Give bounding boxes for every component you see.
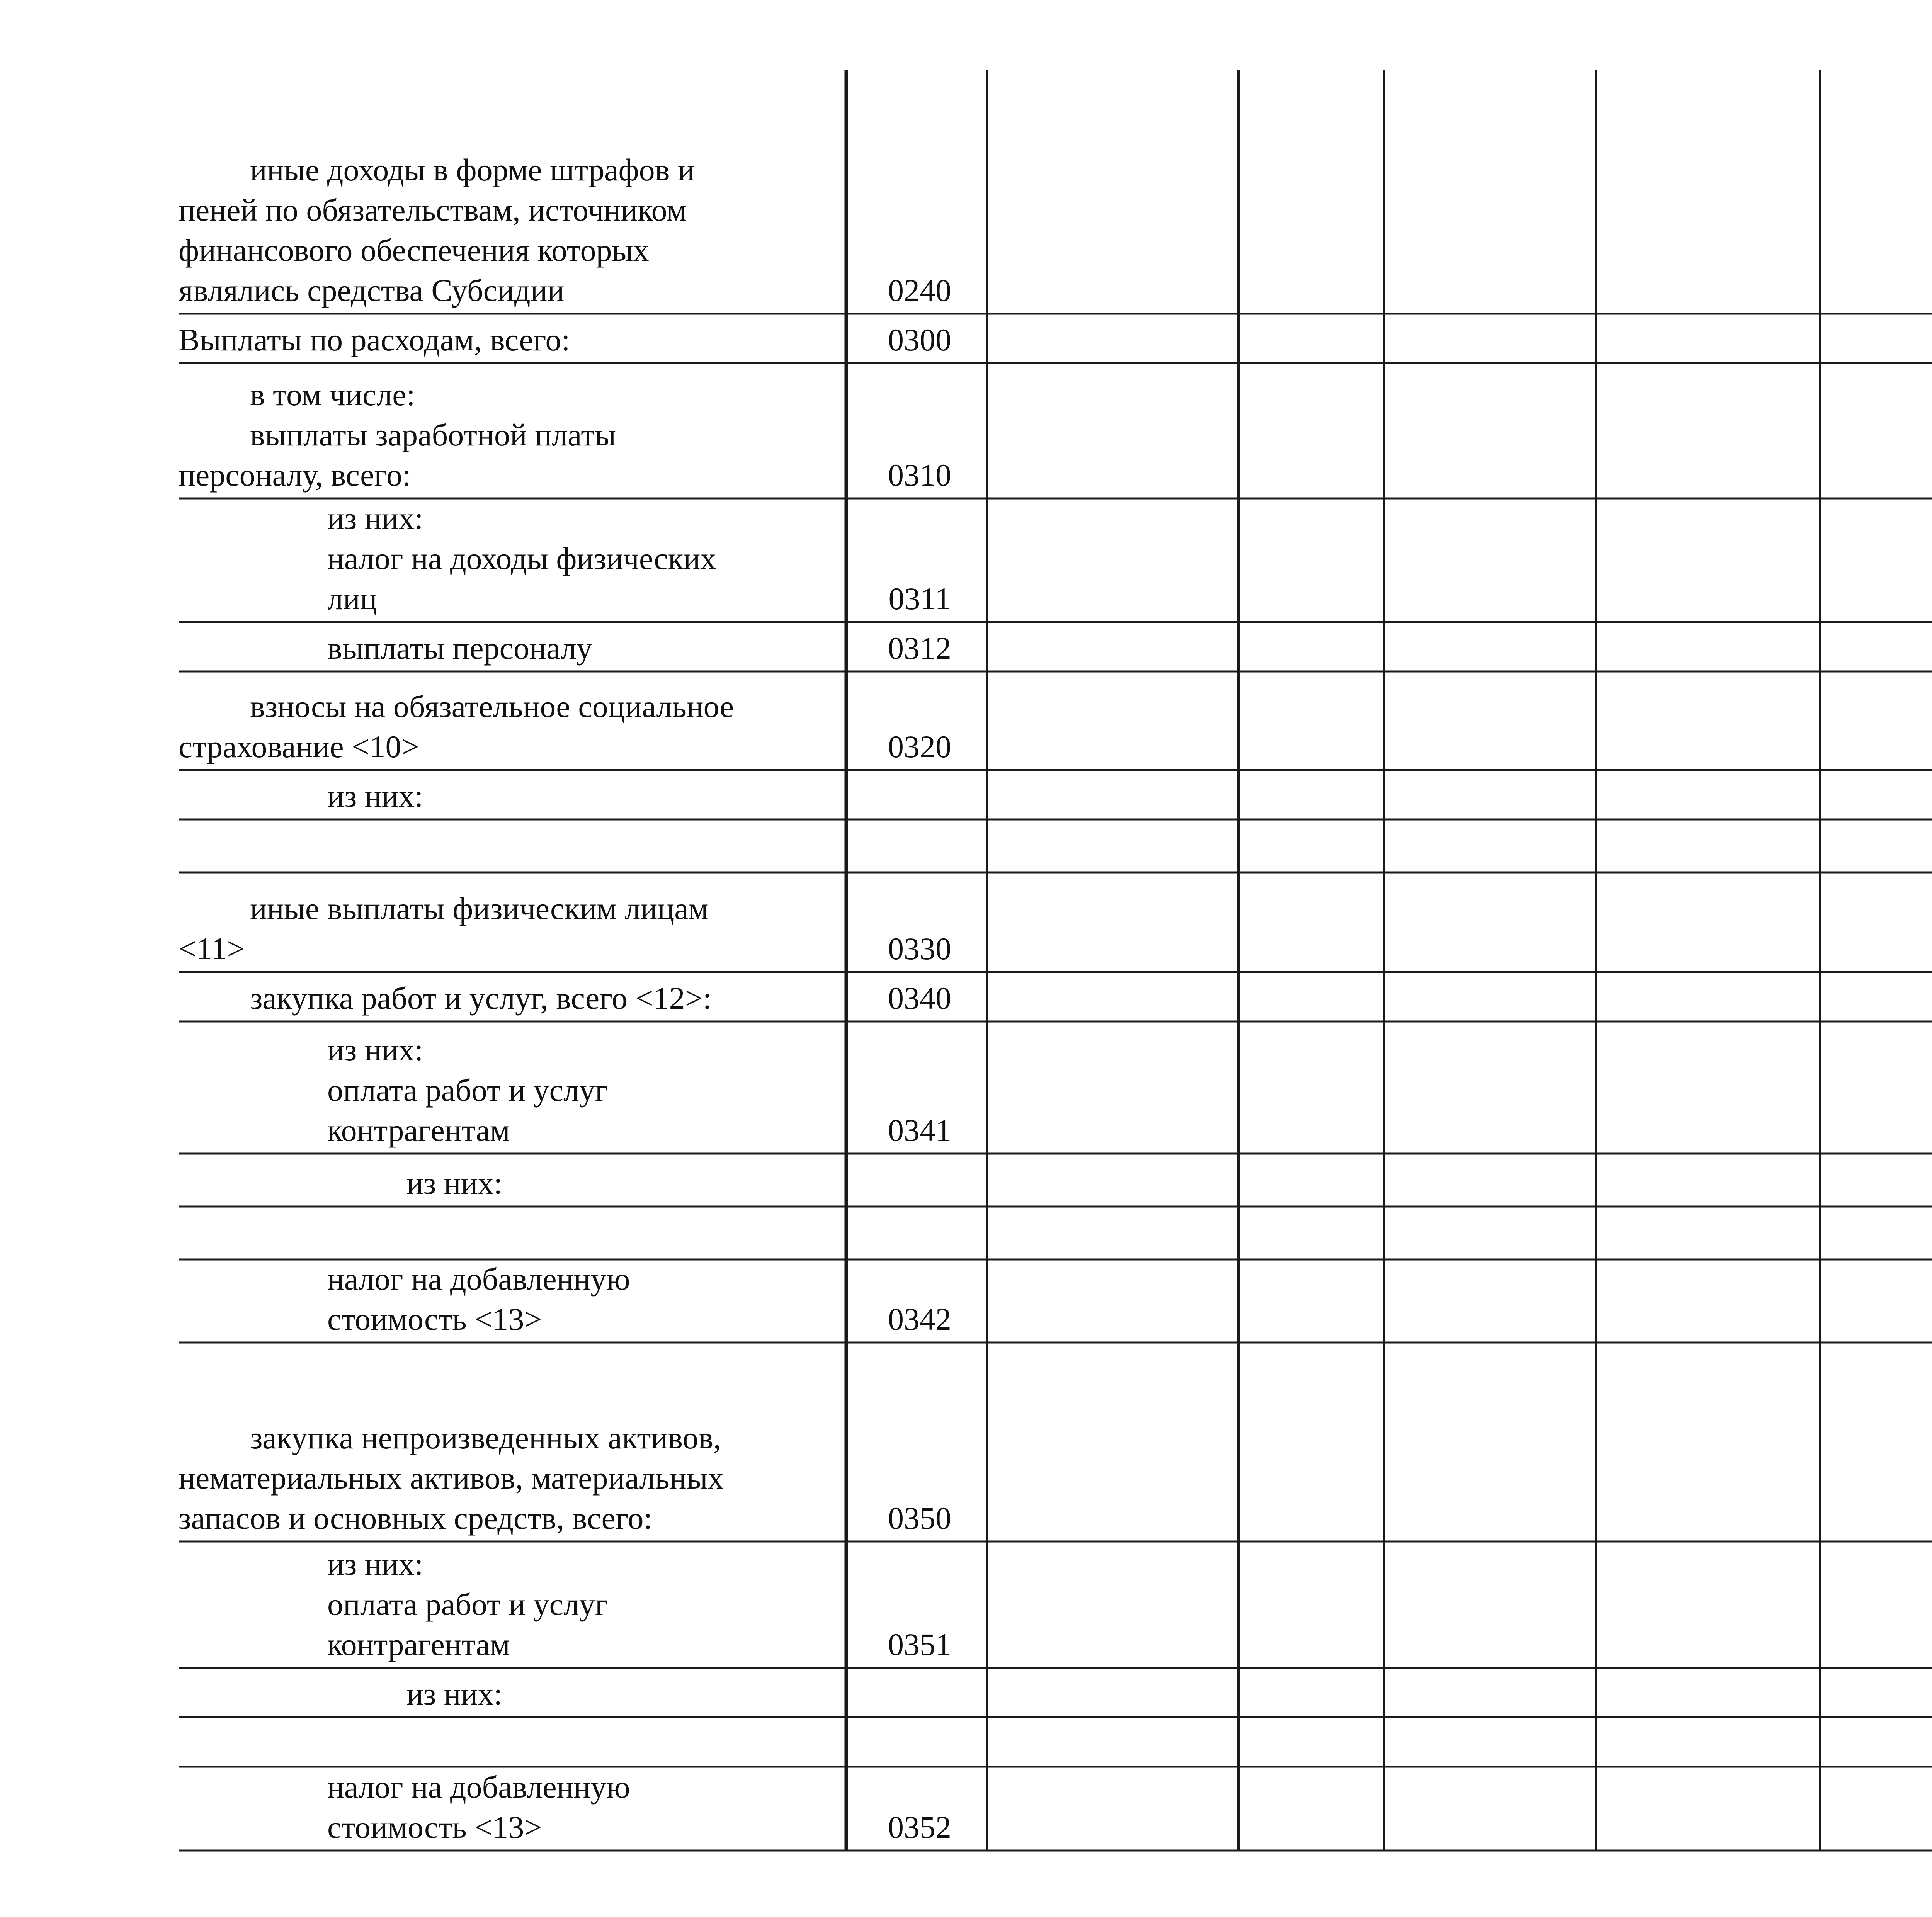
value-cell — [987, 1767, 1238, 1851]
table-row — [0, 70, 1932, 314]
value-cell — [1238, 872, 1384, 972]
table-row — [0, 671, 1932, 770]
row-label-line: страхование <10> — [179, 729, 419, 764]
value-cell — [1820, 1668, 1932, 1717]
row-label-line: финансового обеспечения которых — [179, 233, 649, 268]
row-label-line: закупка работ и услуг, всего <12>: — [250, 981, 712, 1016]
row-label-line: закупка непроизведенных активов, — [250, 1420, 721, 1455]
value-cell — [1820, 622, 1932, 671]
row-code: 0352 — [888, 1810, 951, 1845]
value-cell — [1596, 314, 1820, 363]
table-row — [0, 1717, 1932, 1767]
table-row — [0, 770, 1932, 819]
value-cell — [1238, 1668, 1384, 1717]
row-code: 0350 — [888, 1501, 951, 1536]
value-cell — [1596, 1021, 1820, 1154]
value-cell — [1820, 314, 1932, 363]
value-cell — [1596, 1767, 1820, 1851]
row-label-line: <11> — [179, 931, 245, 966]
row-code: 0342 — [888, 1302, 951, 1337]
row-label — [179, 375, 843, 495]
value-cell — [1384, 1541, 1596, 1668]
row-label — [179, 1418, 843, 1538]
value-cell — [987, 1207, 1238, 1259]
row-code: 0351 — [888, 1627, 951, 1662]
value-cell — [1820, 872, 1932, 972]
value-cell — [987, 1259, 1238, 1343]
row-label-line: выплаты персоналу — [327, 631, 592, 666]
value-cell — [1596, 1717, 1820, 1767]
row-label-line: Выплаты по расходам, всего: — [179, 322, 570, 357]
row-label-line: являлись средства Субсидии — [179, 273, 565, 308]
value-cell — [1238, 1343, 1384, 1541]
value-cell — [1384, 1668, 1596, 1717]
table-row — [0, 1207, 1932, 1259]
table-row — [0, 498, 1932, 622]
value-cell — [1238, 972, 1384, 1021]
value-cell — [1238, 1021, 1384, 1154]
row-label-line: контрагентам — [327, 1627, 510, 1662]
value-cell — [1384, 1259, 1596, 1343]
row-label — [179, 1767, 843, 1847]
value-cell — [1384, 1154, 1596, 1207]
row-label-line: из них: — [327, 778, 423, 814]
table-row — [0, 1021, 1932, 1154]
value-cell — [1820, 1207, 1932, 1259]
row-label-line: взносы на обязательное социальное — [250, 689, 734, 724]
value-cell — [987, 1021, 1238, 1154]
row-label-line: стоимость <13> — [327, 1810, 542, 1845]
row-label — [179, 628, 843, 668]
row-code: 0310 — [888, 457, 951, 493]
value-cell — [1384, 1021, 1596, 1154]
value-cell — [1820, 1343, 1932, 1541]
row-label-line: из них: — [327, 501, 423, 536]
row-label-line: налог на доходы физических — [327, 541, 716, 576]
value-cell — [1820, 1717, 1932, 1767]
row-label-line: из них: — [406, 1676, 503, 1711]
value-cell — [987, 770, 1238, 819]
row-label — [179, 978, 843, 1018]
row-label-line: из них: — [406, 1166, 503, 1201]
value-cell — [1596, 498, 1820, 622]
table-row — [0, 314, 1932, 363]
value-cell — [1384, 314, 1596, 363]
value-cell — [1384, 819, 1596, 872]
table-row — [0, 1259, 1932, 1343]
row-label-line: иные выплаты физическим лицам — [250, 891, 709, 926]
row-code: 0330 — [888, 931, 951, 966]
value-cell — [1820, 819, 1932, 872]
value-cell — [1238, 1541, 1384, 1668]
value-cell — [1596, 70, 1820, 314]
row-label — [179, 1163, 843, 1203]
table-row — [0, 363, 1932, 498]
value-cell — [1238, 671, 1384, 770]
value-cell — [1596, 1154, 1820, 1207]
table-row — [0, 1343, 1932, 1541]
row-label-line: лиц — [327, 581, 377, 616]
row-label — [179, 776, 843, 816]
value-cell — [1820, 1541, 1932, 1668]
value-cell — [987, 1717, 1238, 1767]
value-cell — [1596, 1343, 1820, 1541]
row-label-line: пеней по обязательствам, источником — [179, 192, 687, 228]
value-cell — [1596, 1207, 1820, 1259]
row-label-line: иные доходы в форме штрафов и — [250, 152, 695, 187]
value-cell — [1596, 770, 1820, 819]
value-cell — [1384, 1343, 1596, 1541]
row-label — [179, 1674, 843, 1714]
value-cell — [1384, 972, 1596, 1021]
value-cell — [1384, 872, 1596, 972]
row-label-line: налог на добавленную — [327, 1769, 630, 1805]
table-row — [0, 1668, 1932, 1717]
row-label-line: выплаты заработной платы — [250, 417, 616, 452]
value-cell — [1596, 1259, 1820, 1343]
value-cell — [1384, 498, 1596, 622]
row-code: 0300 — [888, 322, 951, 357]
value-cell — [1596, 819, 1820, 872]
row-label — [179, 150, 843, 311]
value-cell — [1384, 363, 1596, 498]
value-cell — [1238, 1154, 1384, 1207]
value-cell — [987, 1668, 1238, 1717]
row-label-line: стоимость <13> — [327, 1302, 542, 1337]
value-cell — [1384, 671, 1596, 770]
value-cell — [987, 1541, 1238, 1668]
row-code: 0240 — [888, 273, 951, 308]
value-cell — [1384, 622, 1596, 671]
value-cell — [1384, 70, 1596, 314]
row-label — [179, 889, 843, 969]
value-cell — [1238, 1717, 1384, 1767]
row-label — [179, 687, 843, 767]
row-code: 0320 — [888, 729, 951, 764]
row-label — [179, 1030, 843, 1151]
value-cell — [1238, 1259, 1384, 1343]
table-row — [0, 972, 1932, 1021]
row-label-line: налог на добавленную — [327, 1261, 630, 1297]
value-cell — [1596, 671, 1820, 770]
value-cell — [987, 363, 1238, 498]
value-cell — [1238, 622, 1384, 671]
value-cell — [1820, 1021, 1932, 1154]
value-cell — [987, 671, 1238, 770]
row-code: 0341 — [888, 1113, 951, 1148]
row-label-line: оплата работ и услуг — [327, 1587, 608, 1622]
value-cell — [1238, 770, 1384, 819]
value-cell — [1820, 1767, 1932, 1851]
value-cell — [1238, 498, 1384, 622]
value-cell — [1384, 1717, 1596, 1767]
value-cell — [1820, 498, 1932, 622]
value-cell — [1820, 1259, 1932, 1343]
value-cell — [987, 70, 1238, 314]
row-label — [179, 498, 843, 619]
row-code: 0312 — [888, 631, 951, 666]
value-cell — [1384, 770, 1596, 819]
value-cell — [1238, 363, 1384, 498]
table-row — [0, 1154, 1932, 1207]
value-cell — [1596, 363, 1820, 498]
value-cell — [1384, 1767, 1596, 1851]
row-label-line: запасов и основных средств, всего: — [179, 1501, 653, 1536]
row-label-line: нематериальных активов, материальных — [179, 1460, 724, 1496]
value-cell — [1596, 872, 1820, 972]
row-label-line: из них: — [327, 1547, 423, 1582]
value-cell — [1384, 1207, 1596, 1259]
value-cell — [1820, 972, 1932, 1021]
value-cell — [987, 1154, 1238, 1207]
table-row — [0, 622, 1932, 671]
row-label-line: в том числе: — [250, 377, 415, 412]
row-label — [179, 1544, 843, 1665]
row-label-line: из них: — [327, 1032, 423, 1067]
value-cell — [1596, 972, 1820, 1021]
row-label — [179, 320, 843, 360]
value-cell — [987, 314, 1238, 363]
value-cell — [1238, 819, 1384, 872]
row-code: 0340 — [888, 981, 951, 1016]
value-cell — [987, 1343, 1238, 1541]
value-cell — [1596, 1541, 1820, 1668]
row-label — [179, 1259, 843, 1339]
value-cell — [1596, 1668, 1820, 1717]
value-cell — [1820, 770, 1932, 819]
table-row — [0, 819, 1932, 872]
value-cell — [987, 872, 1238, 972]
value-cell — [987, 622, 1238, 671]
value-cell — [1820, 671, 1932, 770]
table-row — [0, 872, 1932, 972]
value-cell — [1238, 70, 1384, 314]
value-cell — [987, 498, 1238, 622]
value-cell — [1820, 70, 1932, 314]
value-cell — [1238, 1767, 1384, 1851]
table-row — [0, 1767, 1932, 1851]
row-code: 0311 — [888, 581, 951, 616]
row-label-line: оплата работ и услуг — [327, 1072, 608, 1108]
value-cell — [987, 819, 1238, 872]
value-cell — [1820, 363, 1932, 498]
value-cell — [1238, 314, 1384, 363]
table-row — [0, 1541, 1932, 1668]
value-cell — [1238, 1207, 1384, 1259]
row-label-line: персоналу, всего: — [179, 457, 411, 493]
value-cell — [987, 972, 1238, 1021]
value-cell — [1596, 622, 1820, 671]
value-cell — [1820, 1154, 1932, 1207]
row-label-line: контрагентам — [327, 1113, 510, 1148]
